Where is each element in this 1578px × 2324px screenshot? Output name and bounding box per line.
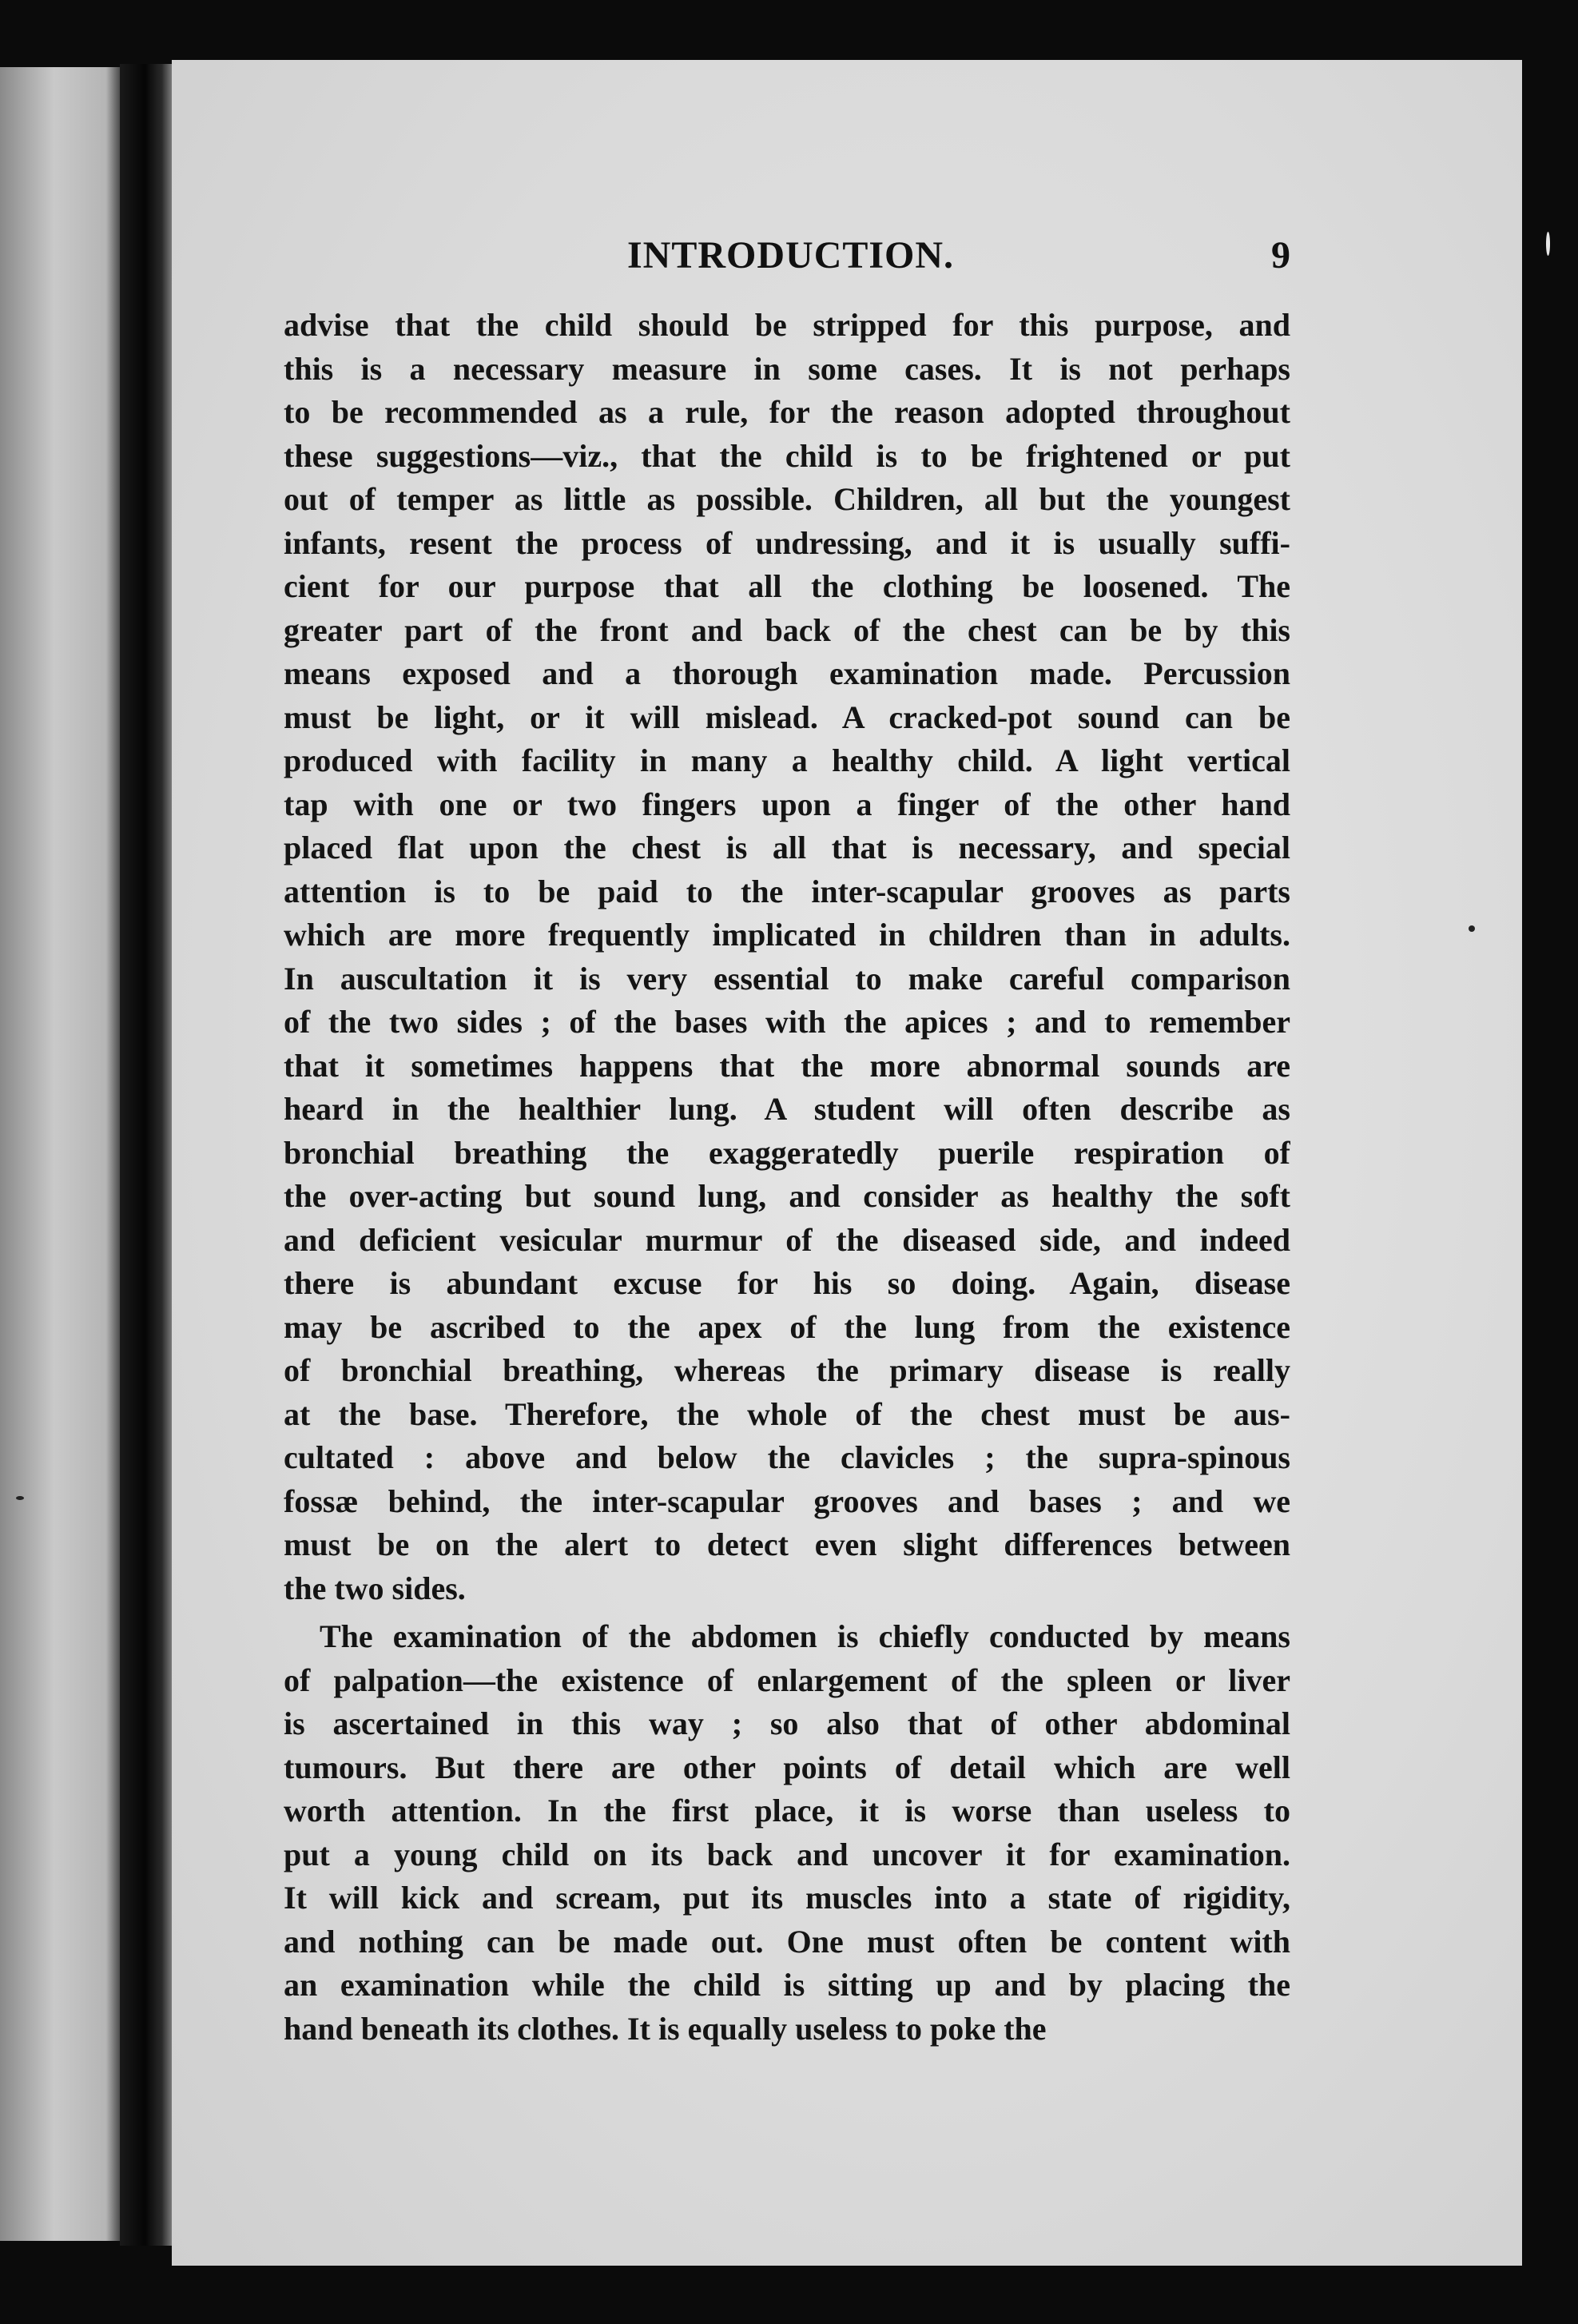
text-line: produced with facility in many a healthy child. A light vertical: [284, 742, 1290, 778]
text-line: In auscultation it is very essential to make careful comparison: [284, 960, 1290, 997]
text-line: The examination of the abdomen is chiefly conducted by means: [320, 1618, 1290, 1654]
paragraph: [284, 304, 1290, 1610]
text-line: to be recommended as a rule, for the reason adopted throughout: [284, 394, 1290, 430]
text-line: cultated : above and below the clavicles ; the supra-spinous: [284, 1439, 1290, 1475]
text-line: the over-acting but sound lung, and consider as healthy the soft: [284, 1178, 1290, 1214]
text-line: these suggestions—viz., that the child is to be frightened or put: [284, 437, 1290, 474]
text-line: cient for our purpose that all the clothing be loosened. The: [284, 568, 1290, 604]
text-line: tap with one or two fingers upon a finger of the other hand: [284, 786, 1290, 822]
body-text: [284, 304, 1290, 2051]
scan-speck: [1546, 232, 1550, 256]
text-line: and nothing can be made out. One must often be content with: [284, 1923, 1290, 1960]
text-line: which are more frequently implicated in children than in adults.: [284, 917, 1290, 953]
scan-speck: [1469, 925, 1475, 932]
running-head: INTRODUCTION.: [627, 234, 955, 277]
text-line: It will kick and scream, put its muscles into a state of rigidity,: [284, 1880, 1290, 1916]
text-line: an examination while the child is sitting up and by placing the: [284, 1967, 1290, 2003]
text-line: placed flat upon the chest is all that is necessary, and special: [284, 830, 1290, 866]
text-line: fossæ behind, the inter-scapular grooves and bases ; and we: [284, 1482, 1290, 1519]
text-line: of palpation—the existence of enlargement of the spleen or liver: [284, 1661, 1290, 1698]
text-line: means exposed and a thorough examination made. Percussion: [284, 655, 1290, 691]
text-line: and deficient vesicular murmur of the diseased side, and indeed: [284, 1221, 1290, 1258]
text-line: advise that the child should be stripped for this purpose, and: [284, 307, 1290, 343]
text-line: this is a necessary measure in some cases. It is not perhaps: [284, 350, 1290, 387]
text-line: greater part of the front and back of the chest can be by this: [284, 611, 1290, 648]
facing-page-edge: [0, 67, 136, 2241]
text-line: must be on the alert to detect even slight differences between: [284, 1526, 1290, 1562]
text-line: of bronchial breathing, whereas the primary disease is really: [284, 1352, 1290, 1388]
book-gutter: [120, 64, 176, 2246]
text-line: there is abundant excuse for his so doing. Again, disease: [284, 1265, 1290, 1301]
text-line: attention is to be paid to the inter-scapular grooves as parts: [284, 873, 1290, 909]
text-line: hand beneath its clothes. It is equally useless to poke the: [284, 2010, 1047, 2047]
text-line: put a young child on its back and uncover it for examination.: [284, 1836, 1290, 1872]
text-line: out of temper as little as possible. Children, all but the youngest: [284, 481, 1290, 517]
text-line: must be light, or it will mislead. A cracked-pot sound can be: [284, 698, 1290, 735]
text-line: may be ascribed to the apex of the lung from the existence: [284, 1308, 1290, 1345]
text-line: of the two sides ; of the bases with the apices ; and to remember: [284, 1004, 1290, 1040]
text-line: bronchial breathing the exaggeratedly puerile respiration of: [284, 1134, 1290, 1171]
page-number: 9: [1271, 234, 1290, 277]
text-line: heard in the healthier lung. A student will often describe as: [284, 1091, 1290, 1127]
page-header: [284, 233, 1290, 289]
text-line: infants, resent the process of undressing, and it is usually suffi-: [284, 524, 1290, 561]
text-line: that it sometimes happens that the more abnormal sounds are: [284, 1047, 1290, 1084]
paragraph: [284, 1615, 1290, 2051]
text-line: worth attention. In the first place, it is worse than useless to: [284, 1793, 1290, 1829]
scan-speck: [16, 1496, 24, 1500]
text-line: the two sides.: [284, 1570, 466, 1606]
text-line: tumours. But there are other points of detail which are well: [284, 1749, 1290, 1785]
text-line: is ascertained in this way ; so also that of other abdominal: [284, 1705, 1290, 1741]
text-line: at the base. Therefore, the whole of the chest must be aus-: [284, 1395, 1290, 1432]
